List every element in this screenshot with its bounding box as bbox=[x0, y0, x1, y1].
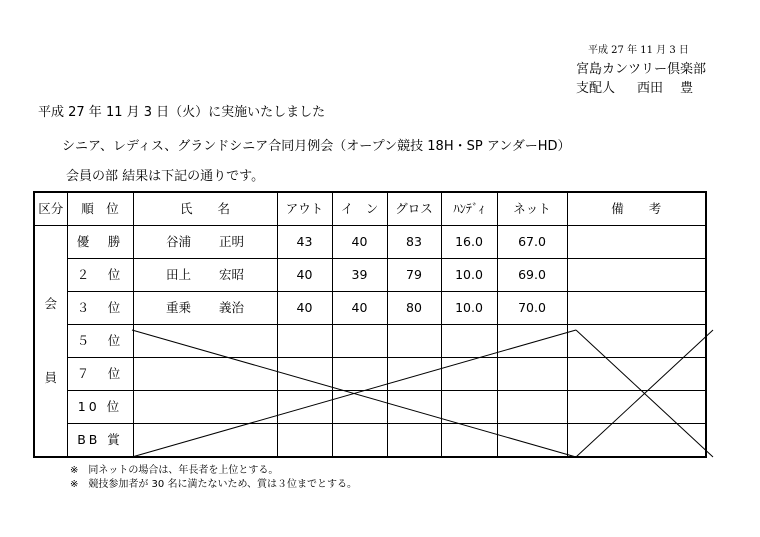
organization-name: 宮島カンツリー倶楽部 bbox=[576, 62, 707, 77]
out-score-cell bbox=[277, 391, 332, 424]
document-date: 平成 27 年 11 月 3 日 bbox=[588, 45, 689, 56]
in-score-cell: 39 bbox=[332, 259, 387, 292]
header-net: ネット bbox=[497, 192, 567, 226]
note-1: ※ 同ネットの場合は、年長者を上位とする。 bbox=[70, 465, 279, 476]
header-rank: 順 位 bbox=[67, 192, 133, 226]
given-name: 義治 bbox=[219, 300, 245, 315]
table-row bbox=[34, 358, 706, 391]
handicap-cell bbox=[441, 325, 497, 358]
header-remarks: 備 考 bbox=[567, 192, 706, 226]
handicap-cell: 10.0 bbox=[441, 292, 497, 325]
header-gross: グロス bbox=[387, 192, 441, 226]
rank-cell: 優 勝 bbox=[67, 226, 133, 259]
name-cell bbox=[133, 259, 277, 292]
section-label-char: 会 bbox=[44, 296, 57, 311]
gross-score-cell bbox=[387, 424, 441, 458]
intro-line-3: 会員の部 結果は下記の通りです。 bbox=[66, 169, 265, 184]
remarks-cell bbox=[567, 325, 706, 358]
net-score-cell bbox=[497, 325, 567, 358]
manager-name: 西田 豊 bbox=[637, 81, 694, 96]
header-in: イ ン bbox=[332, 192, 387, 226]
gross-score-cell: 83 bbox=[387, 226, 441, 259]
intro-line-1: 平成 27 年 11 月 3 日（火）に実施いたしました bbox=[38, 105, 326, 120]
name-cell bbox=[133, 391, 277, 424]
section-label-char: 員 bbox=[44, 370, 57, 385]
table-row bbox=[34, 292, 706, 325]
note-2: ※ 競技参加者が 30 名に満たないため、賞は３位までとする。 bbox=[70, 479, 358, 490]
out-score-cell bbox=[277, 424, 332, 458]
out-score-cell bbox=[277, 358, 332, 391]
handicap-cell bbox=[441, 391, 497, 424]
table-row bbox=[34, 424, 706, 458]
table-row bbox=[34, 391, 706, 424]
name-cell bbox=[133, 325, 277, 358]
section-label-member bbox=[34, 226, 67, 458]
out-score-cell: 40 bbox=[277, 292, 332, 325]
results-table bbox=[33, 191, 707, 458]
family-name: 田上 bbox=[165, 267, 191, 282]
net-score-cell bbox=[497, 424, 567, 458]
handicap-cell: 16.0 bbox=[441, 226, 497, 259]
in-score-cell: 40 bbox=[332, 226, 387, 259]
remarks-cell bbox=[567, 424, 706, 458]
in-score-cell bbox=[332, 325, 387, 358]
remarks-cell bbox=[567, 358, 706, 391]
table-header-row bbox=[34, 192, 706, 226]
manager-title: 支配人 bbox=[576, 81, 616, 96]
family-name: 谷浦 bbox=[165, 234, 191, 249]
rank-cell: ３ 位 bbox=[67, 292, 133, 325]
in-score-cell bbox=[332, 391, 387, 424]
rank-cell: ５ 位 bbox=[67, 325, 133, 358]
family-name: 重乗 bbox=[165, 300, 191, 315]
name-cell bbox=[133, 292, 277, 325]
net-score-cell bbox=[497, 358, 567, 391]
net-score-cell: 69.0 bbox=[497, 259, 567, 292]
rank-cell: 10 位 bbox=[67, 391, 133, 424]
net-score-cell: 67.0 bbox=[497, 226, 567, 259]
given-name: 正明 bbox=[219, 234, 245, 249]
in-score-cell bbox=[332, 358, 387, 391]
gross-score-cell bbox=[387, 325, 441, 358]
net-score-cell: 70.0 bbox=[497, 292, 567, 325]
rank-cell: BB 賞 bbox=[67, 424, 133, 458]
gross-score-cell: 79 bbox=[387, 259, 441, 292]
remarks-cell bbox=[567, 259, 706, 292]
name-cell bbox=[133, 358, 277, 391]
header-out: アウト bbox=[277, 192, 332, 226]
remarks-cell bbox=[567, 391, 706, 424]
given-name: 宏昭 bbox=[219, 267, 245, 282]
remarks-cell bbox=[567, 292, 706, 325]
in-score-cell bbox=[332, 424, 387, 458]
rank-cell: ２ 位 bbox=[67, 259, 133, 292]
net-score-cell bbox=[497, 391, 567, 424]
intro-line-2: シニア、レディス、グランドシニア合同月例会（オープン競技 18H・SP アンダーHD） bbox=[62, 139, 571, 154]
manager-line bbox=[576, 77, 693, 96]
table-row bbox=[34, 226, 706, 259]
handicap-cell bbox=[441, 358, 497, 391]
name-cell bbox=[133, 226, 277, 259]
header-kubun: 区分 bbox=[34, 192, 67, 226]
rank-cell: ７ 位 bbox=[67, 358, 133, 391]
out-score-cell: 40 bbox=[277, 259, 332, 292]
out-score-cell bbox=[277, 325, 332, 358]
remarks-cell bbox=[567, 226, 706, 259]
handicap-cell: 10.0 bbox=[441, 259, 497, 292]
gross-score-cell bbox=[387, 358, 441, 391]
header-name: 氏 名 bbox=[133, 192, 277, 226]
out-score-cell: 43 bbox=[277, 226, 332, 259]
table-row bbox=[34, 325, 706, 358]
gross-score-cell bbox=[387, 391, 441, 424]
in-score-cell: 40 bbox=[332, 292, 387, 325]
handicap-cell bbox=[441, 424, 497, 458]
table-row bbox=[34, 259, 706, 292]
gross-score-cell: 80 bbox=[387, 292, 441, 325]
name-cell bbox=[133, 424, 277, 458]
header-handicap: ﾊﾝﾃﾞｨ bbox=[441, 192, 497, 226]
